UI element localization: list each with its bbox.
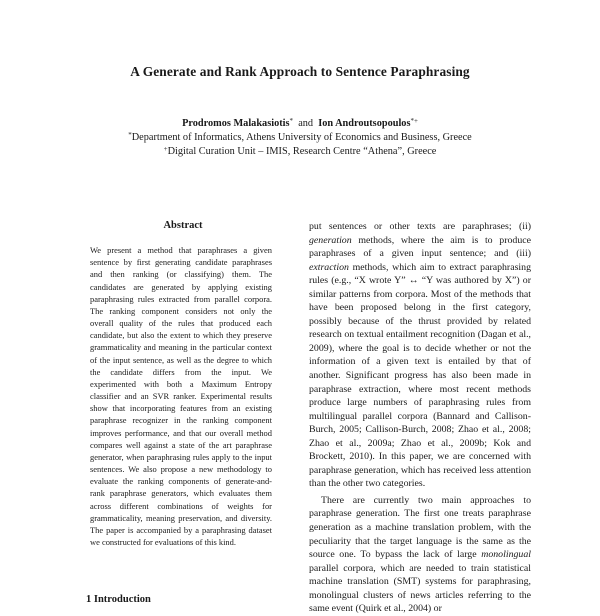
right-column xyxy=(309,220,531,616)
affiliation-2-imis: IMIS xyxy=(265,146,288,157)
right-p2-monolingual: monolingual xyxy=(481,549,531,561)
affiliation-2-mark: + xyxy=(163,145,168,153)
right-p2-text-b: parallel corpora, which are needed to train statistical machine translation ( xyxy=(309,562,531,588)
paper-title: A Generate and Rank Approach to Sentence Paraphrasing xyxy=(130,64,470,79)
affiliation-1-mark: * xyxy=(128,131,132,139)
right-p2-text-a: There are currently two main approaches to paraphrase generation. The first one treats paraphrase generation as a machine translation problem, with the peculiarity that the target language is the same as the source one. To bypass the lack of large xyxy=(309,494,531,561)
right-p2-smt: SMT xyxy=(396,576,418,588)
author-2: Ion Androutsopoulos xyxy=(318,118,411,129)
right-p2-text-c: ) systems for paraphrasing, monolingual clusters of news articles referring to the same event (Quirk et al., 2004) or xyxy=(309,576,531,615)
author-1: Prodromos Malakasiotis xyxy=(182,118,290,129)
right-paragraph-2 xyxy=(309,494,531,616)
abstract-text-a: We present a method that paraphrases a given sentence by first generating candidate paraphrases and then ranking (or classifying) them. The candidates are generated by applying existing paraphrasing rules extracted from parallel corpora. The ranking component considers not only the overall quality of the rules that produced each candidate, but also the extent to which they preserve grammaticality and meaning in the particular context of the input sentence, as well as the degree to which the candidate differs from the input. We experimented with both a Maximum Entropy classifier and an xyxy=(90,245,272,402)
abstract-heading: Abstract xyxy=(163,220,203,231)
affiliation-1-text: Department of Informatics, Athens University of Economics and Business, Greece xyxy=(131,132,472,143)
affiliation-2 xyxy=(0,146,600,157)
right-p1-generation: generation xyxy=(309,234,352,246)
right-p1-text-a: put sentences or other texts are paraphrases; (ii) xyxy=(309,221,531,232)
affiliation-2-text-a: Digital Curation Unit – xyxy=(167,146,266,157)
affiliation-1 xyxy=(0,132,600,143)
right-paragraph-1 xyxy=(309,220,531,491)
author-line xyxy=(0,118,600,129)
right-p1-text-b: methods, where the aim is to produce paraphrases of a given input sentence; and (iii) xyxy=(309,234,531,260)
author-1-mark: * xyxy=(289,117,294,125)
affiliation-2-text-c: , Research Centre “Athena”, Greece xyxy=(287,146,437,157)
abstract-text-b: ranker. Experimental results show that incorporating features from an existing paraphrase recognizer in the ranking component improves performance, and that our overall method compares well against a state of the art paraphrase generator, when paraphrasing rules apply to the input sentences. We also propose a new methodology to evaluate the ranking components of generate-and-rank paraphrase generators, which evaluates them across different combinations of weights for grammaticality, meaning preservation, and diversity. The paper is accompanied by a paraphrasing dataset we constructed for evaluations of this kind. xyxy=(90,391,272,548)
author-conjunction: and xyxy=(298,118,314,129)
author-2-mark: *+ xyxy=(410,117,418,125)
abstract-svr: SVR xyxy=(152,391,170,402)
introduction-heading: 1 Introduction xyxy=(86,594,151,605)
abstract-body xyxy=(90,244,272,548)
right-p1-extraction: extraction xyxy=(309,261,349,273)
right-p1-text-c: methods, which aim to extract paraphrasing rules (e.g., “X wrote Y” ↔ “Y was authored by X”) or similar patterns from corpora. Most of the methods that have been proposed belong in the first category, possibly because of the thrust provided by related research on textual entailment recognition (Dagan et al., 2009), where the goal is to decide whether or not the information of a given text is entailed by that of another. Significant progress has also been made in paraphrase extraction, where most recent methods produce large numbers of paraphrasing rules from multilingual parallel corpora (Bannard and Callison-Burch, 2005; Callison-Burch, 2008; Zhao et al., 2008; Zhao et al., 2009a; Zhao et al., 2009b; Kok and Brockett, 2010). In this paper, we are concerned with paraphrase generation, which has received less attention than the other two categories. xyxy=(309,261,531,490)
